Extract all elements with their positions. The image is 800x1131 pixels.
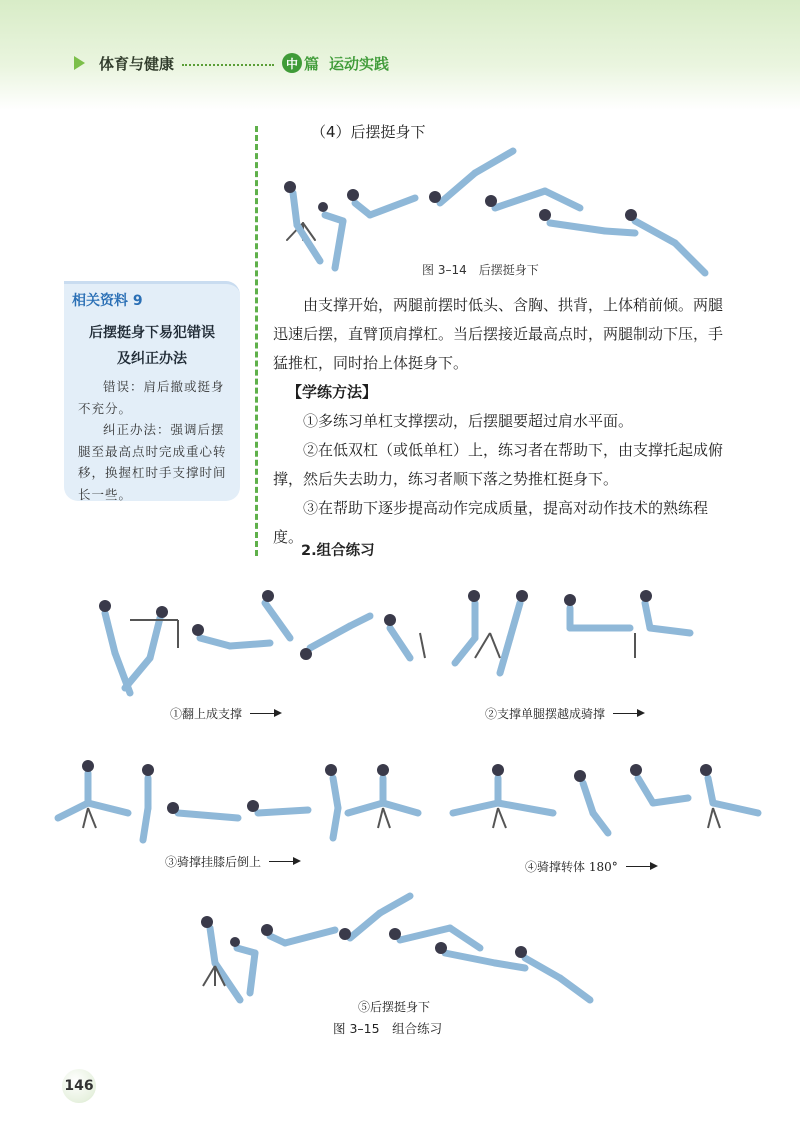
practice-method-2: ②在低双杠（或低单杠）上，练习者在帮助下，由支撑托起成俯撑，然后失去助力，练习者顺下落之势推杠挺身下。: [273, 441, 724, 488]
arrow-right-icon: [626, 866, 656, 867]
figure-3-14-illustration: [275, 143, 715, 280]
note-error: 错误：肩后撤或挺身不充分。: [78, 379, 225, 416]
book-title: 体育与健康: [99, 54, 175, 73]
practice-method-1: ①多练习单杠支撑摆动，后摆腿要超过肩水平面。: [303, 412, 634, 430]
note-body: [78, 376, 232, 505]
caption-step-3-text: ③骑撑挂膝后倒上: [165, 855, 262, 869]
section-2-heading: 2.组合练习: [301, 543, 375, 559]
pian-circle-badge: 中: [282, 53, 302, 73]
arrow-right-icon: [269, 861, 299, 862]
figure-row-3-illustration: [195, 888, 600, 1008]
pian-label: 篇: [304, 54, 320, 73]
caption-step-5-text: ⑤后摆挺身下: [358, 1000, 431, 1014]
subsection-title: （4）后摆挺身下: [311, 123, 426, 141]
column-divider: [255, 126, 258, 556]
page-header: [0, 0, 800, 110]
note-title: [64, 320, 240, 372]
main-body-text: [273, 291, 733, 552]
section-title: 运动实践: [329, 54, 390, 73]
figure-row-1-illustration: [90, 578, 700, 703]
figure-3-14-caption: 图 3–14 后摆挺身下: [422, 263, 539, 277]
note-title-line1: 后摆挺身下易犯错误: [89, 325, 215, 341]
caption-step-1-text: ①翻上成支撑: [170, 707, 243, 721]
play-triangle-icon: [74, 56, 85, 70]
figure-row-2-illustration: [48, 758, 768, 853]
note-title-line2: 及纠正办法: [117, 351, 187, 367]
note-tag: 相关资料 9: [72, 293, 143, 309]
arrow-right-icon: [250, 713, 280, 714]
note-fix: 纠正办法：强调后摆腿至最高点时完成重心转移，换握杠时手支撑时间长一些。: [78, 422, 227, 502]
arrow-right-icon: [613, 713, 643, 714]
caption-step-2-text: ②支撑单腿摆越成骑撑: [485, 707, 606, 721]
header-row: [74, 52, 389, 74]
figure-3-15-caption: 图 3–15 组合练习: [333, 1021, 443, 1036]
practice-method-3: ③在帮助下逐步提高动作完成质量，提高对动作技术的熟练程度。: [273, 499, 709, 546]
header-dotted-leader: [182, 64, 274, 66]
caption-step-4-text: ④骑撑转体 180°: [525, 860, 618, 874]
caption-step-5: [358, 998, 430, 1015]
page-number: 146: [62, 1069, 96, 1103]
practice-method-heading: 【学练方法】: [287, 383, 378, 401]
related-info-note: [64, 281, 240, 501]
caption-step-3: [165, 853, 299, 870]
caption-step-4: [525, 858, 656, 875]
caption-step-1: [170, 705, 280, 722]
caption-step-2: [485, 705, 643, 722]
description-paragraph: 由支撑开始，两腿前摆时低头、含胸、拱背，上体稍前倾。两腿迅速后摆，直臂顶肩撑杠。当后摆接近最高点时，两腿制动下压，手猛推杠，同时抬上体挺身下。: [273, 296, 724, 372]
